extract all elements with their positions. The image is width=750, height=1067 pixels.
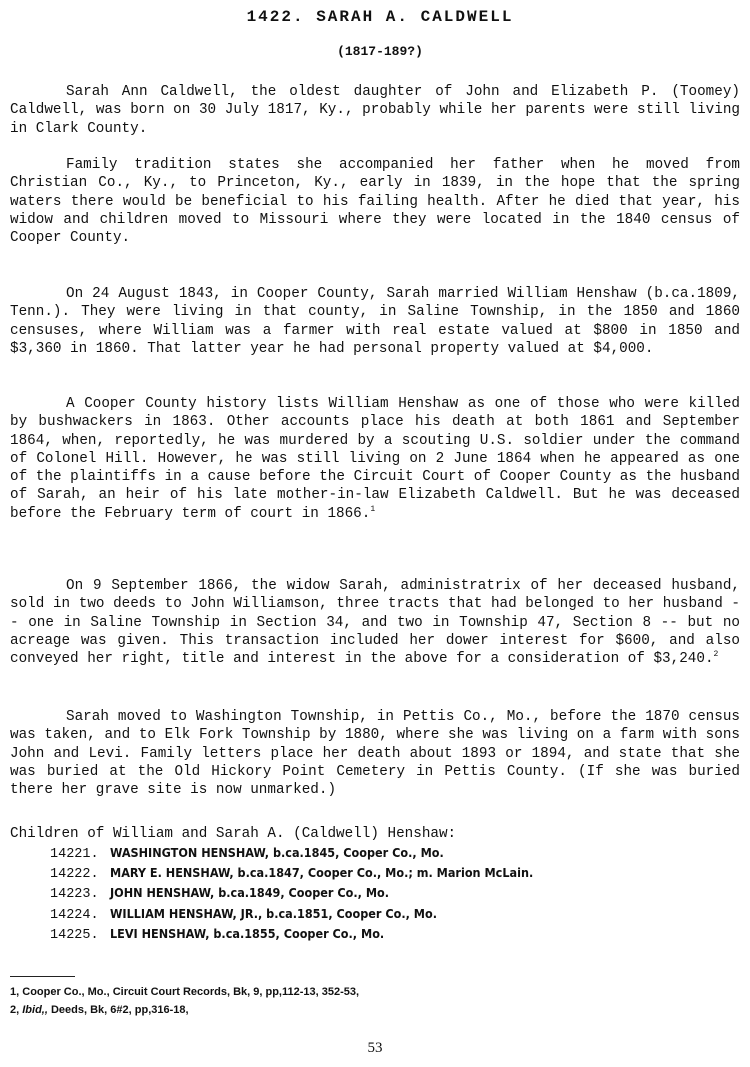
- footnote-2: 2, Ibid,, Deeds, Bk, 6#2, pp,316-18,: [10, 1004, 189, 1016]
- child-entry: WASHINGTON HENSHAW, b.ca.1845, Cooper Co., Mo.: [110, 845, 444, 860]
- paragraph-birth: Sarah Ann Caldwell, the oldest daughter of John and Elizabeth P. (Toomey) Caldwell, was born on 30 July 1817, Ky., probably while her parents were still living in Clark County.: [10, 84, 740, 137]
- list-item: [50, 925, 740, 945]
- child-number: 14222.: [50, 867, 99, 883]
- footnotes: [10, 983, 740, 1019]
- list-item: [50, 905, 740, 925]
- child-entry: JOHN HENSHAW, b.ca.1849, Cooper Co., Mo.: [110, 885, 390, 901]
- paragraph-death-accounts: A Cooper County history lists William Henshaw as one of those who were killed by bushwackers in 1863. Other accounts place his death at both 1861 and September 1864, when, reportedly, he was murdered by a scouting U.S. soldier under the command of Colonel Hill. However, he was still living on 2 June 1864 when he appeared as one of the plaintiffs in a cause before the Circuit Court of Cooper County as the husband of Sarah, an heir of his late mother-in-law Elizabeth Caldwell. But he was deceased before the February term of court in 1866.$^1$: [10, 396, 740, 522]
- footnote-mark-1: 1: [370, 505, 376, 515]
- list-item: [50, 884, 740, 904]
- paragraph-family-tradition: Family tradition states she accompanied her father when he moved from Christian Co., Ky., to Princeton, Ky., early in 1839, in the hope that the spring waters there would be beneficial to his failing health. After he died that year, his widow and children moved to Missouri where they were located in the 1840 census of Cooper County.: [10, 157, 740, 247]
- child-number: 14223.: [50, 887, 99, 903]
- child-entry: LEVI HENSHAW, b.ca.1855, Cooper Co., Mo.: [110, 925, 385, 941]
- list-item: [50, 864, 740, 884]
- child-entry: MARY E. HENSHAW, b.ca.1847, Cooper Co., Mo.; m. Marion McLain.: [110, 865, 534, 881]
- page-number: 53: [367, 1040, 383, 1056]
- page-title: 1422. SARAH A. CALDWELL: [246, 8, 514, 26]
- child-number: 14225.: [50, 927, 99, 943]
- children-list: [50, 844, 740, 945]
- footnote-divider: [10, 976, 75, 977]
- child-number: 14221.: [50, 847, 99, 862]
- footnote-1: 1, Cooper Co., Mo., Circuit Court Records, Bk, 9, pp,112-13, 352-53,: [10, 986, 360, 998]
- paragraph-marriage: On 24 August 1843, in Cooper County, Sarah married William Henshaw (b.ca.1809, Tenn.). They were living in that county, in Saline Township, in the 1850 and 1860 censuses, where William was a farmer with real estate valued at $800 in 1850 and $3,360 in 1860. That latter year he had personal property valued at $4,000.: [10, 286, 740, 357]
- footnote-mark-2: 2: [713, 650, 719, 660]
- life-dates: (1817-189?): [337, 44, 423, 59]
- paragraph-later-life: Sarah moved to Washington Township, in Pettis Co., Mo., before the 1870 census was taken, and to Elk Fork Township by 1880, where she was living on a farm with sons John and Levi. Family letters place her death about 1893 or 1894, and state that she was buried at the Old Hickory Point Cemetery in Pettis County. (If she was buried there her grave site is now unmarked.): [10, 709, 740, 799]
- children-heading: Children of William and Sarah A. (Caldwell) Henshaw:: [10, 826, 457, 842]
- list-item: [50, 844, 740, 864]
- child-entry: WILLIAM HENSHAW, JR., b.ca.1851, Cooper Co., Mo.: [110, 905, 437, 921]
- child-number: 14224.: [50, 907, 99, 923]
- paragraph-deeds: On 9 September 1866, the widow Sarah, administratrix of her deceased husband, sold in two deeds to John Williamson, three tracts that had belonged to her husband -- one in Saline Township in Section 34, and two in Township 47, Section 8 -- but no acreage was given. This transaction included her dower interest for $600, and also conveyed her right, title and interest in the above for a consideration of $3,240.$^2$: [10, 578, 740, 668]
